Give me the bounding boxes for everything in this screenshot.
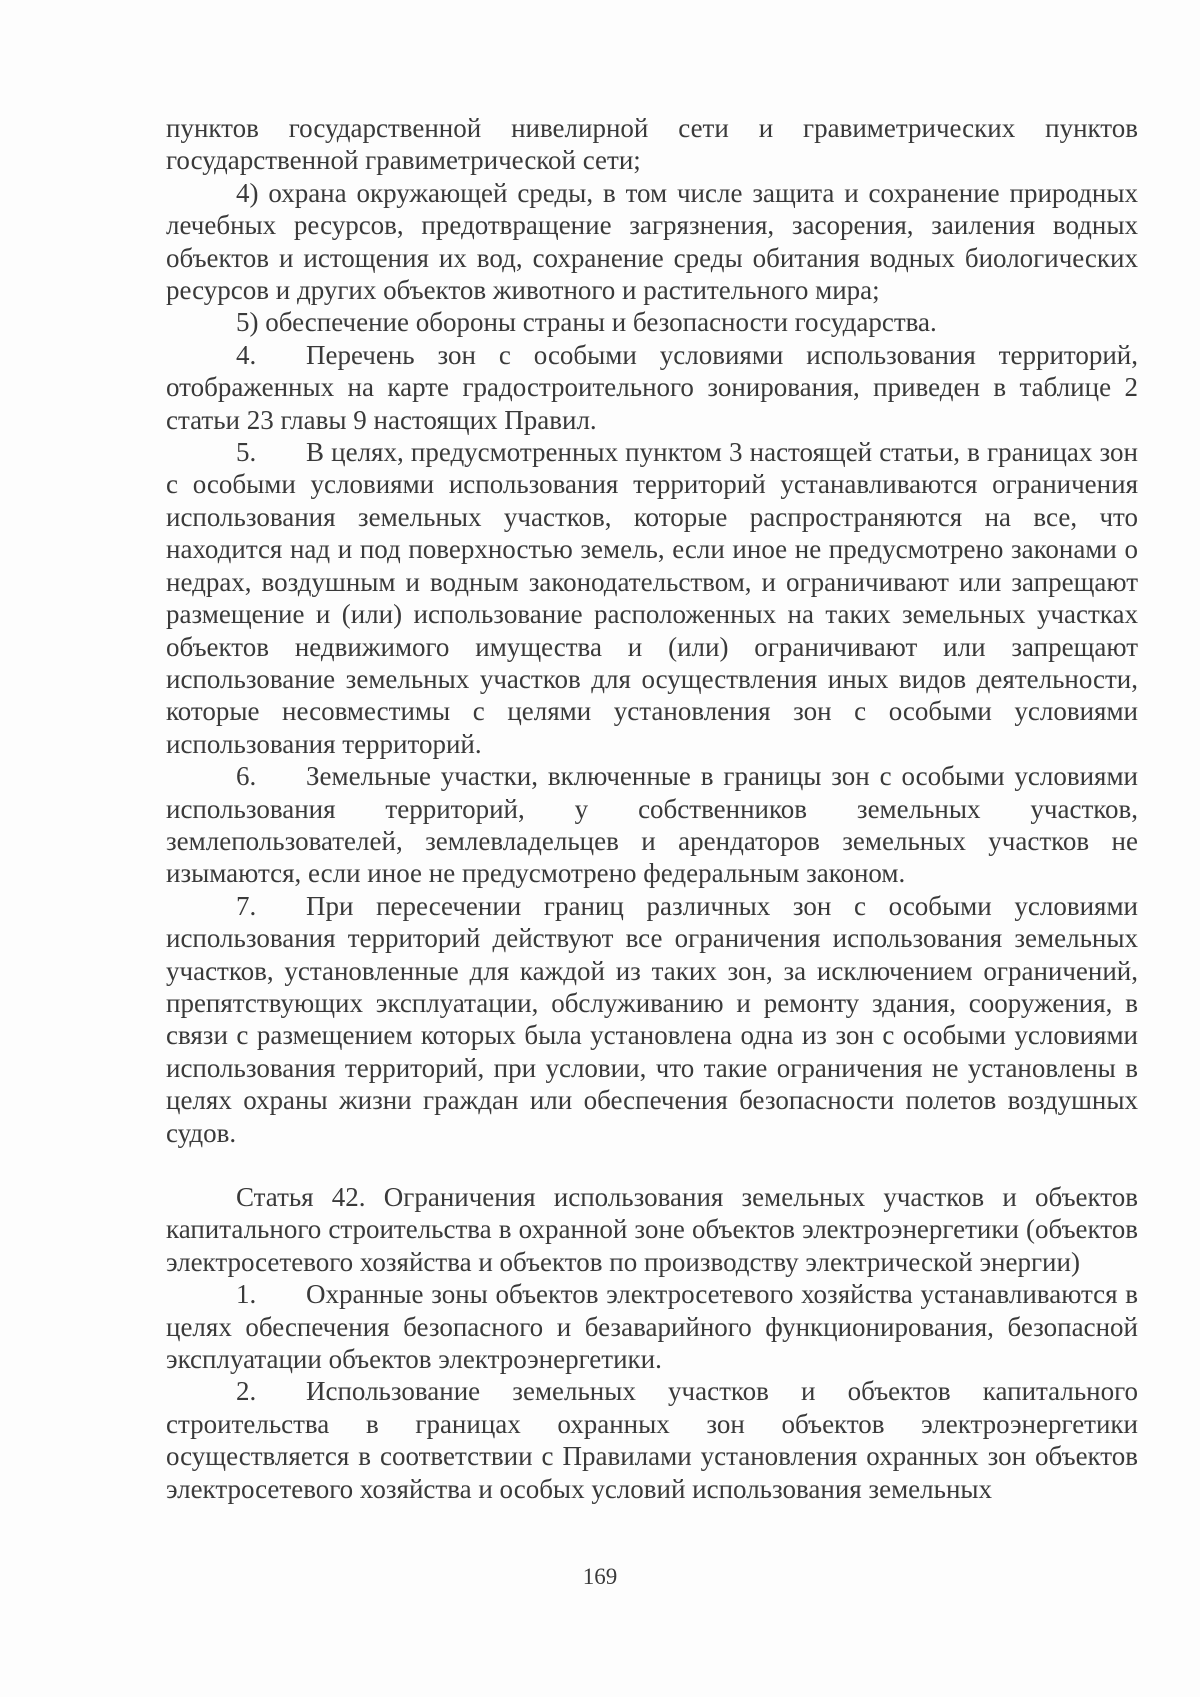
article-title: Статья 42. Ограничения использования земельных участков и объектов капитального строительства в охранной зоне объектов электроэнергетики (объектов электросетевого хозяйства и объектов по производству электрической энергии) [166, 1182, 1138, 1277]
paragraph-point-4 [166, 339, 1138, 436]
paragraph-item-5-subpoint: 5) обеспечение обороны страны и безопасности государства. [236, 307, 937, 338]
point-number: 1. [236, 1279, 257, 1310]
point-number: 7. [236, 890, 257, 921]
page-number: 169 [582, 1564, 618, 1589]
paragraph-point-5 [166, 436, 1138, 760]
article-point-1 [166, 1278, 1138, 1375]
point-number: 6. [236, 761, 257, 792]
paragraph-continuation: пунктов государственной нивелирной сети и гравиметрических пунктов государственной гравиметрической сети; [166, 113, 1138, 176]
point-number: 5. [236, 437, 257, 468]
paragraph-point-6 [166, 760, 1138, 890]
paragraph-point-7 [166, 890, 1138, 1149]
point-number: 2. [236, 1376, 257, 1407]
point-text: Охранные зоны объектов электросетевого хозяйства устанавливаются в целях обеспечения безопасного и безаварийного функционирования, безопасной эксплуатации объектов электроэнергетики. [166, 1279, 1138, 1375]
paragraph-item-4-subpoint: 4) охрана окружающей среды, в том числе защита и сохранение природных лечебных ресурсов, предотвращение загрязнения, засорения, заиления водных объектов и истощения их вод, сохранение среды обитания водных биологических ресурсов и других объектов животного и растительного мира; [166, 177, 1138, 306]
point-text: Использование земельных участков и объектов капитального строительства в границах охранных зон объектов электроэнергетики осуществляется в соответствии с Правилами установления охранных зон объектов электросетевого хозяйства и особых условий использования земельных [166, 1376, 1138, 1504]
section-gap [166, 1149, 1138, 1181]
point-number: 4. [236, 339, 257, 370]
point-text: Перечень зон с особыми условиями использования территорий, отображенных на карте градостроительного зонирования, приведен в таблице 2 статьи 23 главы 9 настоящих Правил. [166, 339, 1138, 435]
point-text: Земельные участки, включенные в границы зон с особыми условиями использования территорий, у собственников земельных участков, землепользователей, землевладельцев и арендаторов земельных участков не изымаются, если иное не предусмотрено федеральным законом. [166, 761, 1138, 889]
document-body [166, 112, 1138, 1505]
point-text: В целях, предусмотренных пунктом 3 настоящей статьи, в границах зон с особыми условиями использования территорий устанавливаются ограничения использования земельных участков, которые распространяются на все, что находится над и под поверхностью земель, если иное не предусмотрено законами о недрах, воздушным и водным законодательством, и ограничивают или запрещают размещение и (или) использование расположенных на таких земельных участках объектов недвижимого имущества и (или) ограничивают или запрещают использование земельных участков для осуществления иных видов деятельности, которые несовместимы с целями установления зон с особыми условиями использования территорий. [166, 437, 1138, 759]
article-point-2 [166, 1375, 1138, 1505]
point-text: При пересечении границ различных зон с особыми условиями использования территорий действуют все ограничения использования земельных участков, установленные для каждой из таких зон, за исключением ограничений, препятствующих эксплуатации, обслуживанию и ремонту здания, сооружения, в связи с размещением которых была установлена одна из зон с особыми условиями использования территорий, при условии, что такие ограничения не установлены в целях охраны жизни граждан или обеспечения безопасности полетов воздушных судов. [166, 890, 1138, 1148]
